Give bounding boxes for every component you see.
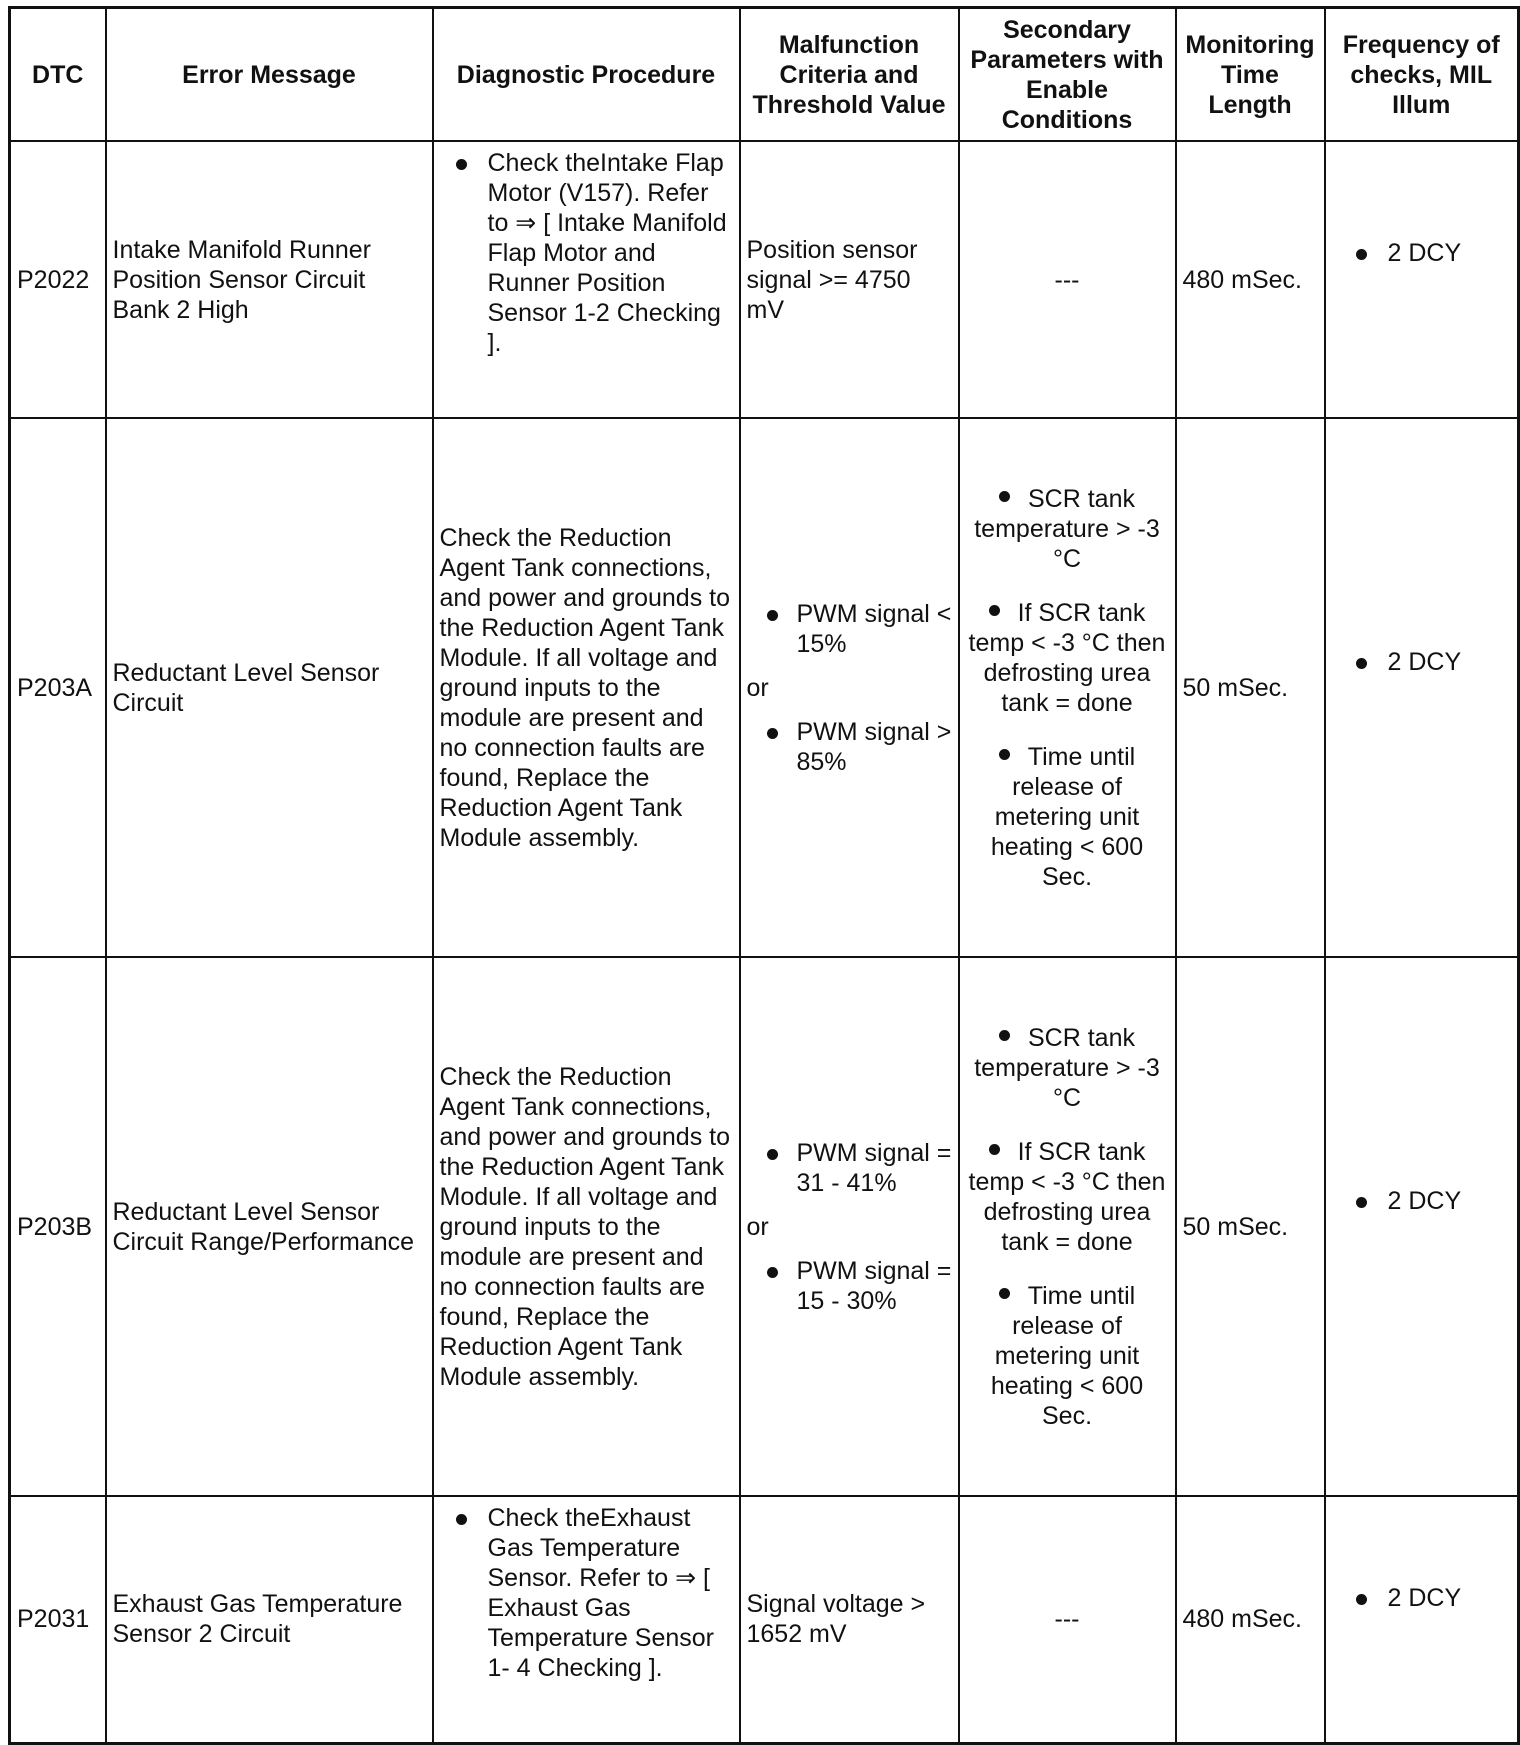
frequency-bullet: 2 DCY: [1332, 238, 1512, 268]
secondary-bullet: SCR tank temperature > -3 °C: [974, 484, 1160, 573]
header-secondary-parameters: Secondary Parameters with Enable Conditions: [959, 8, 1176, 142]
secondary-parameters: ---: [959, 141, 1176, 418]
dtc-code: P203A: [10, 418, 106, 957]
dtc-code: P2031: [10, 1496, 106, 1743]
frequency: [1325, 141, 1519, 418]
secondary-parameters: [959, 957, 1176, 1496]
header-malfunction-criteria: Malfunction Criteria and Threshold Value: [740, 8, 959, 142]
header-diagnostic-procedure: Diagnostic Procedure: [433, 8, 740, 142]
procedure-bullet: Check theIntake Flap Motor (V157). Refer to ⇒ [ Intake Manifold Flap Motor and Runner Position Sensor 1-2 Checking ].: [440, 148, 733, 358]
monitoring-time: 480 mSec.: [1176, 1496, 1325, 1743]
error-message: Intake Manifold Runner Position Sensor Circuit Bank 2 High: [106, 141, 433, 418]
monitoring-time: 480 mSec.: [1176, 141, 1325, 418]
secondary-parameters: [959, 418, 1176, 957]
frequency: [1325, 957, 1519, 1496]
criteria-bullet: PWM signal < 15%: [747, 599, 952, 659]
header-row: [10, 8, 1519, 142]
malfunction-criteria: Position sensor signal >= 4750 mV: [740, 141, 959, 418]
dtc-code: P203B: [10, 957, 106, 1496]
table-row: [10, 141, 1519, 418]
header-error-message: Error Message: [106, 8, 433, 142]
header-frequency: Frequency of checks, MIL Illum: [1325, 8, 1519, 142]
monitoring-time: 50 mSec.: [1176, 957, 1325, 1496]
malfunction-criteria: [740, 418, 959, 957]
malfunction-criteria: Signal voltage > 1652 mV: [740, 1496, 959, 1743]
table-row: [10, 418, 1519, 957]
criteria-bullet: PWM signal = 31 - 41%: [747, 1138, 952, 1198]
error-message: Reductant Level Sensor Circuit: [106, 418, 433, 957]
secondary-bullet: If SCR tank temp < -3 °C then defrosting urea tank = done: [968, 598, 1166, 717]
dtc-table: [8, 6, 1520, 1745]
secondary-bullet: Time until release of metering unit heating < 600 Sec.: [990, 1281, 1144, 1430]
criteria-or: or: [746, 673, 769, 702]
frequency: [1325, 1496, 1519, 1743]
monitoring-time: 50 mSec.: [1176, 418, 1325, 957]
diagnostic-procedure: [433, 1496, 740, 1743]
procedure-bullet: Check theExhaust Gas Temperature Sensor. Refer to ⇒ [ Exhaust Gas Temperature Sensor 1- 4 Checking ].: [440, 1503, 733, 1683]
secondary-parameters: ---: [959, 1496, 1176, 1743]
frequency-bullet: 2 DCY: [1332, 1186, 1512, 1216]
criteria-bullet: PWM signal > 85%: [747, 717, 952, 777]
table-row: [10, 957, 1519, 1496]
table-row: [10, 1496, 1519, 1743]
frequency-bullet: 2 DCY: [1332, 647, 1512, 677]
error-message: Reductant Level Sensor Circuit Range/Performance: [106, 957, 433, 1496]
dtc-code: P2022: [10, 141, 106, 418]
secondary-bullet: If SCR tank temp < -3 °C then defrosting urea tank = done: [968, 1137, 1166, 1256]
error-message: Exhaust Gas Temperature Sensor 2 Circuit: [106, 1496, 433, 1743]
secondary-bullet: Time until release of metering unit heating < 600 Sec.: [990, 742, 1144, 891]
diagnostic-procedure: Check the Reduction Agent Tank connections, and power and grounds to the Reduction Agent Tank Module. If all voltage and ground inputs to the module are present and no connection faults are found, Replace the Reduction Agent Tank Module assembly.: [433, 418, 740, 957]
malfunction-criteria: [740, 957, 959, 1496]
header-dtc: DTC: [10, 8, 106, 142]
secondary-bullet: SCR tank temperature > -3 °C: [974, 1023, 1160, 1112]
diagnostic-procedure: [433, 141, 740, 418]
frequency-bullet: 2 DCY: [1332, 1583, 1512, 1613]
header-monitoring-time: Monitoring Time Length: [1176, 8, 1325, 142]
frequency: [1325, 418, 1519, 957]
criteria-bullet: PWM signal = 15 - 30%: [747, 1256, 952, 1316]
criteria-or: or: [746, 1212, 769, 1241]
diagnostic-procedure: Check the Reduction Agent Tank connections, and power and grounds to the Reduction Agent Tank Module. If all voltage and ground inputs to the module are present and no connection faults are found, Replace the Reduction Agent Tank Module assembly.: [433, 957, 740, 1496]
